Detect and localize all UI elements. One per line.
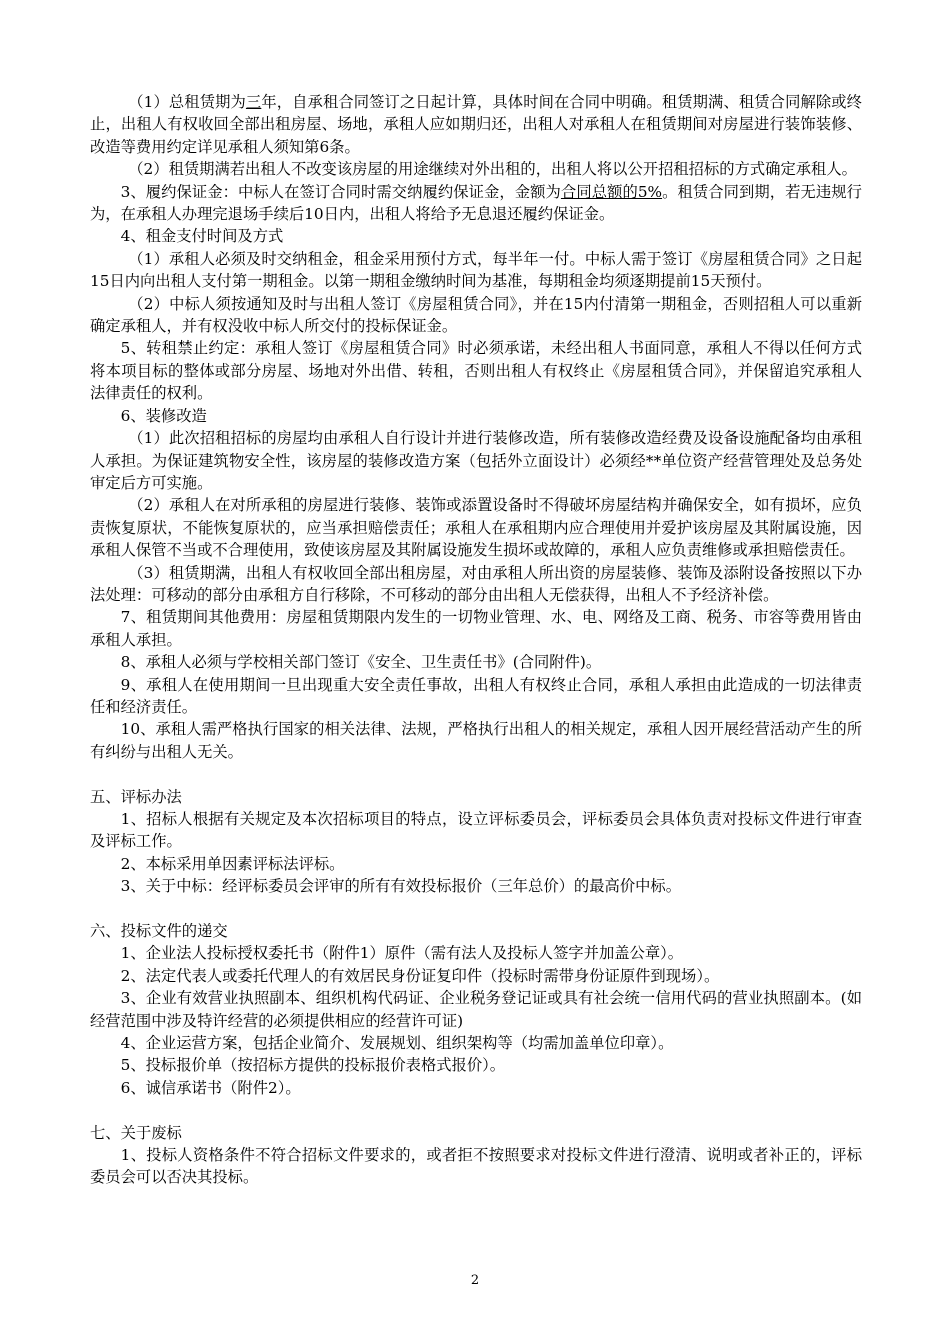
paragraph-safety-agreement: 8、承租人必须与学校相关部门签订《安全、卫生责任书》(合同附件)。 <box>120 653 602 672</box>
text-run: 年，自承租合同签订之日起计算，具体时间在合同中明确。租赁期满、租赁合同解除或终止，出租人有权收回全部出租房屋、场地，承租人应如期归还，出租人对承租人在租赁期间对房屋进行装饰装修、改造等费用约定详见承租人须知第6条。 <box>90 93 862 156</box>
section-heading-invalid-bid: 七、关于废标 <box>90 1123 182 1142</box>
paragraph-renovation-3: （3）租赁期满，出租人有权收回全部出租房屋，对由承租人所出资的房屋装修、装饰及添附设备按照以下办法处理：可移动的部分由承租方自行移除，不可移动的部分由出租人无偿获得，出租人不予经济补偿。 <box>90 563 862 604</box>
list-item: 2、本标采用单因素评标法评标。 <box>120 854 345 873</box>
paragraph-sublease-prohibition: 5、转租禁止约定：承租人签订《房屋租赁合同》时必须承诺，未经出租人书面同意，承租人不得以任何方式将本项目标的整体或部分房屋、场地对外出借、转租，否则出租人有权终止《房屋租赁合同》，并保留追究承租人法律责任的权利。 <box>90 339 862 403</box>
list-item: 1、招标人根据有关规定及本次招标项目的特点，设立评标委员会，评标委员会具体负责对投标文件进行审查及评标工作。 <box>90 809 862 851</box>
list-item: 1、企业法人投标授权委托书（附件1）原件（需有法人及投标人签字并加盖公章）。 <box>120 944 684 963</box>
paragraph-rent-payment-heading: 4、租金支付时间及方式 <box>120 227 284 246</box>
paragraph-renovation-1: （1）此次招租招标的房屋均由承租人自行设计并进行装修改造，所有装修改造经费及设备设施配备均由承租人承担。为保证建筑物安全性，该房屋的装修改造方案（包括外立面设计）必须经**单位资产经营管理处及总务处审定后方可实施。 <box>90 429 862 492</box>
list-item: 1、投标人资格条件不符合招标文件要求的，或者拒不按照要求对投标文件进行澄清、说明或者补正的，评标委员会可以否决其投标。 <box>90 1146 862 1187</box>
list-item: 2、法定代表人或委托代理人的有效居民身份证复印件（投标时需带身份证原件到现场）。 <box>120 966 720 985</box>
text-run: 。租赁合同到期，若无违规行为，在承租人办理完退场手续后10日内，出租人将给予无息退还履约保证金。 <box>90 182 862 224</box>
paragraph-lease-renewal: （2）租赁期满若出租人不改变该房屋的用途继续对外出租的，出租人将以公开招租招标的方式确定承租人。 <box>128 160 857 179</box>
paragraph-performance-bond <box>90 181 862 226</box>
paragraph-rent-payment-1: （1）承租人必须及时交纳租金，租金采用预付方式，每半年一付。中标人需于签订《房屋租赁合同》之日起15日内向出租人支付第一期租金。以第一期租金缴纳时间为基准，每期租金均须逐期提前15天预付。 <box>90 249 862 291</box>
paragraph-rent-payment-2: （2）中标人须按通知及时与出租人签订《房屋租赁合同》，并在15内付清第一期租金，否则招租人可以重新确定承租人，并有权没收中标人所交付的投标保证金。 <box>90 294 862 336</box>
section-spacer <box>90 898 862 920</box>
list-item: 5、投标报价单（按招标方提供的投标报价表格式报价）。 <box>120 1056 506 1075</box>
paragraph-total-lease-term <box>90 91 862 158</box>
page-number: 2 <box>470 1273 480 1288</box>
paragraph-renovation-2: （2）承租人在对所承租的房屋进行装修、装饰或添置设备时不得破坏房屋结构并确保安全，如有损坏，应负责恢复原状，不能恢复原状的，应当承担赔偿责任；承租人在承租期内应合理使用并爱护该房屋及其附属设施，因承租人保管不当或不合理使用，致使该房屋及其附属设施发生损坏或故障的，承租人应负责维修或承担赔偿责任。 <box>90 496 862 560</box>
bond-amount: 合同总额的5% <box>560 182 663 201</box>
list-item: 4、企业运营方案，包括企业简介、发展规划、组织架构等（均需加盖单位印章）。 <box>120 1034 674 1053</box>
lease-term-years: 三 <box>245 93 262 111</box>
paragraph-safety-liability: 9、承租人在使用期间一旦出现重大安全责任事故，出租人有权终止合同，承租人承担由此造成的一切法律责任和经济责任。 <box>90 675 862 716</box>
section-spacer <box>90 763 862 785</box>
section-heading-evaluation: 五、评标办法 <box>90 787 182 806</box>
list-item: 3、关于中标：经评标委员会评审的所有有效投标报价（三年总价）的最高价中标。 <box>120 877 682 896</box>
section-heading-submission: 六、投标文件的递交 <box>90 922 228 940</box>
list-item: 6、诚信承诺书（附件2）。 <box>120 1078 301 1097</box>
text-run: （1）总租赁期为 <box>128 93 246 111</box>
list-item: 3、企业有效营业执照副本、组织机构代码证、企业税务登记证或具有社会统一信用代码的营业执照副本。(如经营范围中涉及特许经营的必须提供相应的经营许可证) <box>90 989 862 1030</box>
paragraph-other-fees: 7、租赁期间其他费用：房屋租赁期限内发生的一切物业管理、水、电、网络及工商、税务、市容等费用皆由承租人承担。 <box>90 608 862 649</box>
section-spacer <box>90 1099 862 1121</box>
text-run: 3、履约保证金：中标人在签订合同时需交纳履约保证金，金额为 <box>120 182 561 201</box>
paragraph-legal-compliance: 10、承租人需严格执行国家的相关法律、法规，严格执行出租人的相关规定，承租人因开展经营活动产生的所有纠纷与出租人无关。 <box>90 720 862 761</box>
paragraph-renovation-heading: 6、装修改造 <box>120 406 207 425</box>
document-body <box>90 91 862 1189</box>
